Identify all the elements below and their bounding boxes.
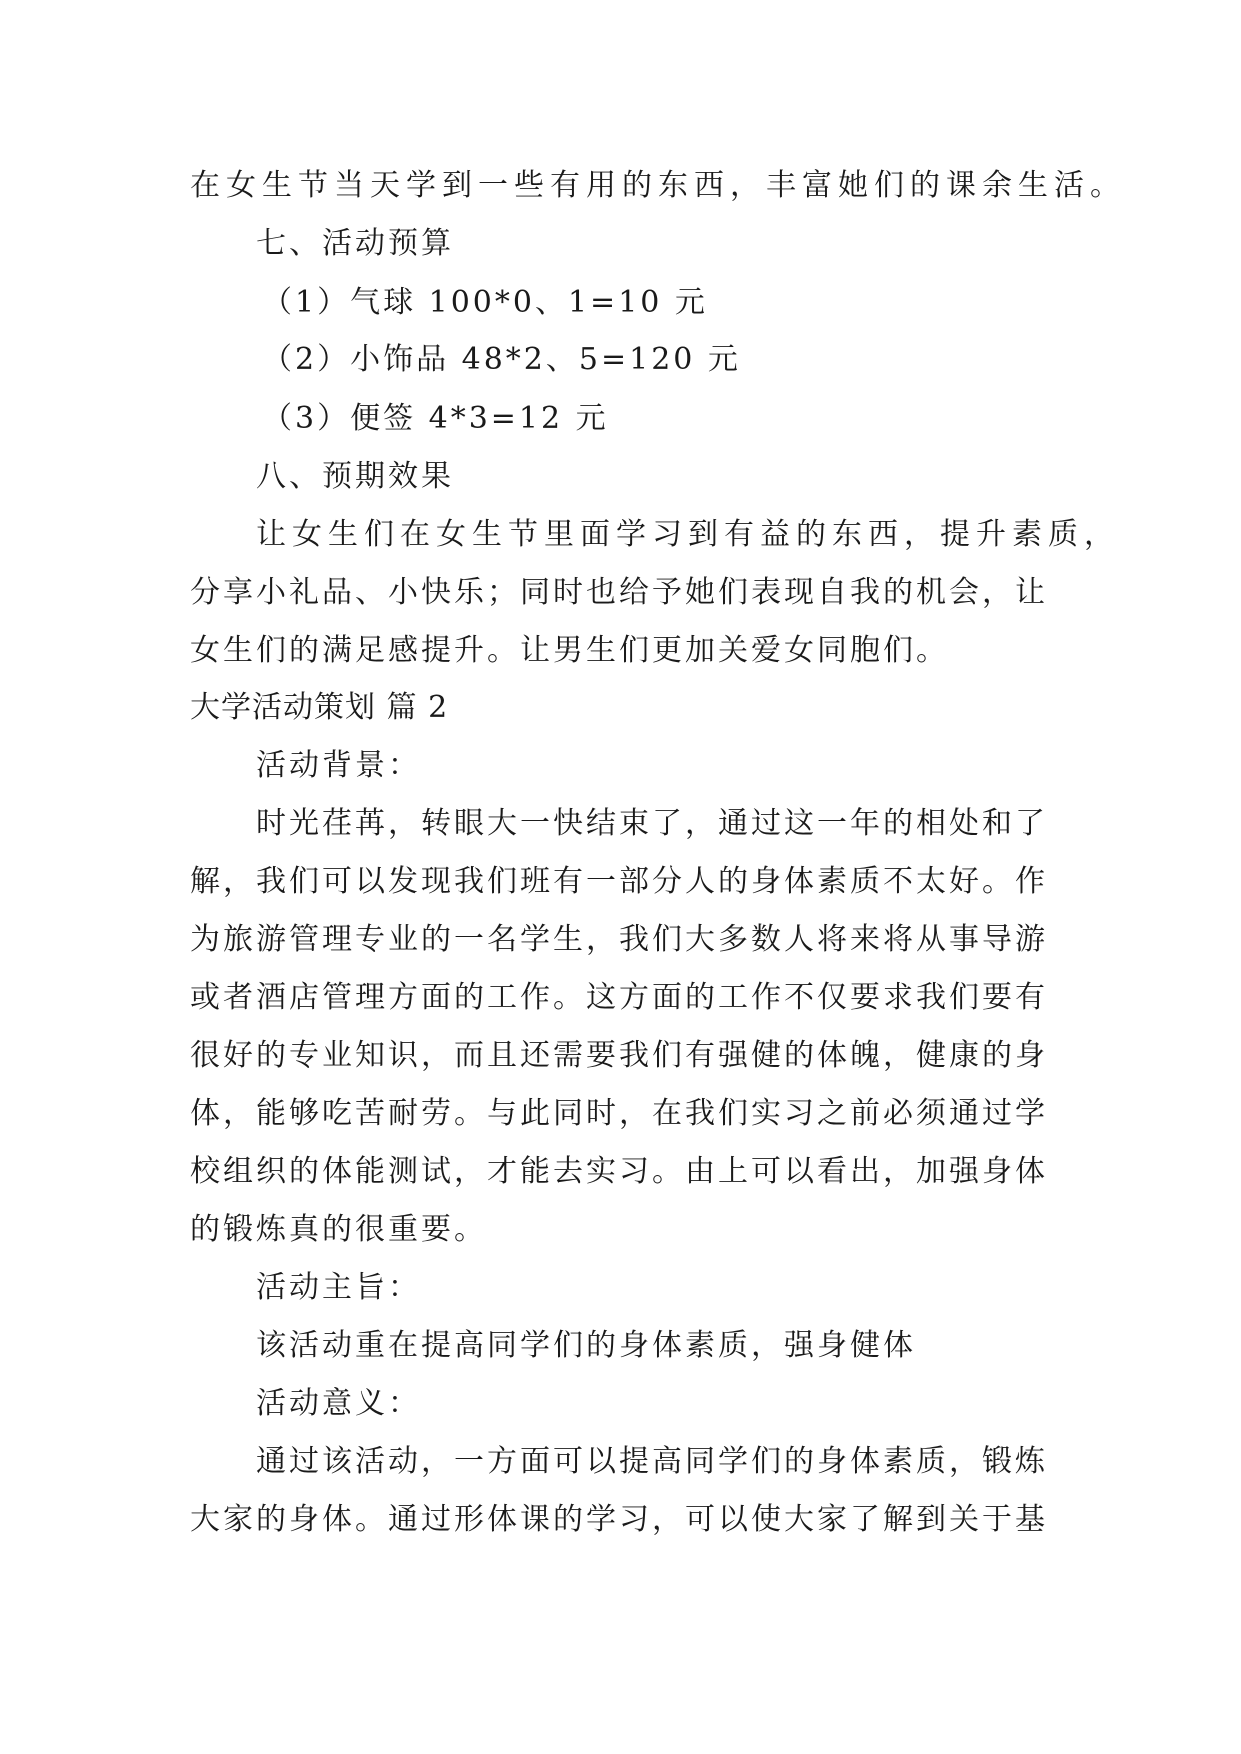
subheading-purpose: 活动主旨： xyxy=(256,1270,421,1305)
body-text-line: 校组织的体能测试，才能去实习。由上可以看出，加强身体 xyxy=(190,1154,1048,1189)
body-text-line: 大家的身体。通过形体课的学习，可以使大家了解到关于基 xyxy=(190,1502,1048,1537)
budget-item-3: （3）便签 4*3=12 元 xyxy=(262,401,609,436)
body-text-line: 该活动重在提高同学们的身体素质，强身健体 xyxy=(256,1328,916,1363)
subheading-significance: 活动意义： xyxy=(256,1386,421,1421)
body-text-line: 让女生们在女生节里面学习到有益的东西，提升素质， xyxy=(256,517,1120,552)
body-text-line: 分享小礼品、小快乐；同时也给予她们表现自我的机会，让 xyxy=(190,575,1048,610)
body-text-line: 体，能够吃苦耐劳。与此同时，在我们实习之前必须通过学 xyxy=(190,1096,1048,1131)
article-title: 大学活动策划 篇 2 xyxy=(190,690,449,725)
body-text-line: 女生们的满足感提升。让男生们更加关爱女同胞们。 xyxy=(190,633,949,668)
body-text-line: 很好的专业知识，而且还需要我们有强健的体魄，健康的身 xyxy=(190,1038,1048,1073)
section-heading-budget: 七、活动预算 xyxy=(256,226,454,261)
body-text-line: 时光荏苒，转眼大一快结束了，通过这一年的相处和了 xyxy=(256,806,1048,841)
body-text-line: 或者酒店管理方面的工作。这方面的工作不仅要求我们要有 xyxy=(190,980,1048,1015)
body-text-line: 在女生节当天学到一些有用的东西，丰富她们的课余生活。 xyxy=(190,168,1126,203)
budget-item-1: （1）气球 100*0、1=10 元 xyxy=(262,285,708,320)
budget-item-2: （2）小饰品 48*2、5=120 元 xyxy=(262,342,741,377)
body-text-line: 解，我们可以发现我们班有一部分人的身体素质不太好。作 xyxy=(190,864,1048,899)
body-text-line: 的锻炼真的很重要。 xyxy=(190,1212,487,1247)
section-heading-expected-effect: 八、预期效果 xyxy=(256,459,454,494)
body-text-line: 通过该活动，一方面可以提高同学们的身体素质，锻炼 xyxy=(256,1444,1048,1479)
subheading-background: 活动背景： xyxy=(256,748,421,783)
body-text-line: 为旅游管理专业的一名学生，我们大多数人将来将从事导游 xyxy=(190,922,1048,957)
